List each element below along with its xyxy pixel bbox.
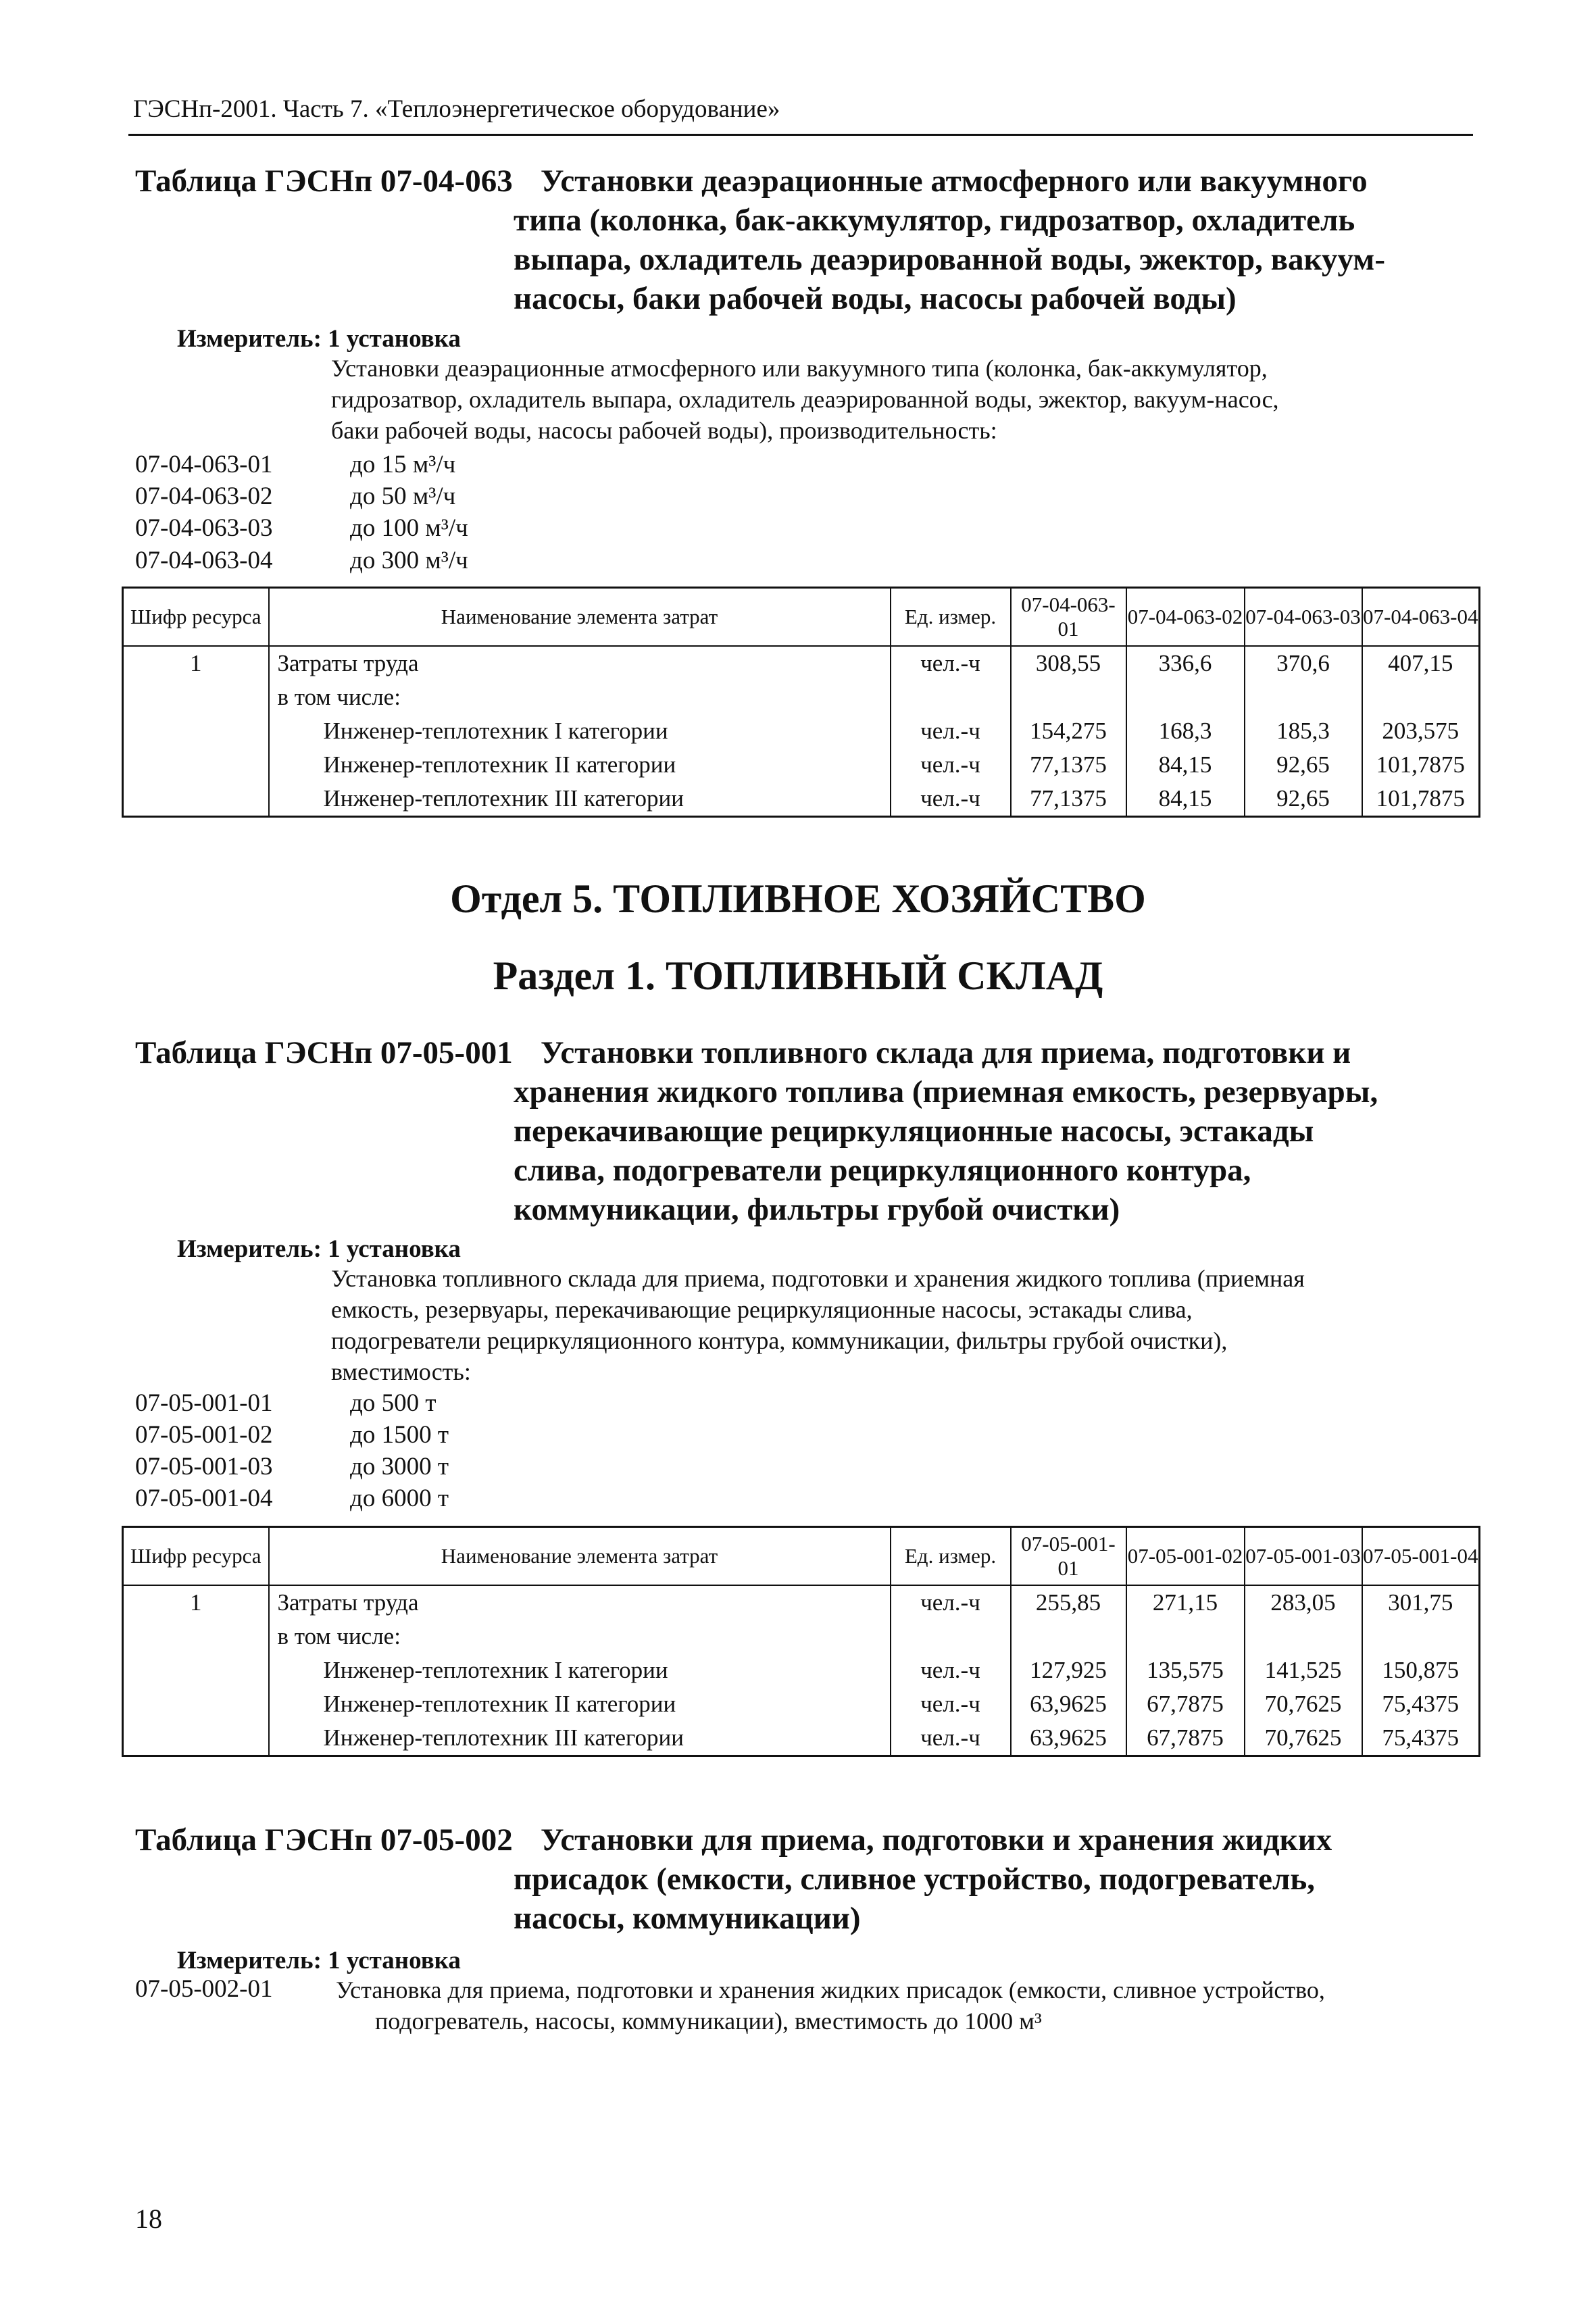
table-row xyxy=(123,714,1480,748)
cell-code xyxy=(123,714,269,748)
table-header-row xyxy=(123,1527,1480,1585)
cell-value: 203,575 xyxy=(1362,714,1480,748)
cell-value: 70,7625 xyxy=(1245,1721,1362,1756)
table-title-07-05-002 xyxy=(135,1821,1473,1943)
cell-value xyxy=(1245,1620,1362,1653)
norm-code: 07-05-001-02 xyxy=(135,1421,273,1449)
cell-value xyxy=(1011,680,1126,714)
description-line: Установки деаэрационные атмосферного или вакуумного типа (колонка, бак-аккумулятор, xyxy=(331,355,1268,382)
cell-value: 77,1375 xyxy=(1011,782,1126,817)
col-header-norm: 07-04-063-01 xyxy=(1011,588,1126,646)
description-line: подогреватели рециркуляционного контура, коммуникации, фильтры грубой очистки), xyxy=(331,1327,1228,1354)
table-title-line: выпара, охладитель деаэрированной воды, эжектор, вакуум- xyxy=(514,242,1385,277)
cell-value: 127,925 xyxy=(1011,1653,1126,1687)
table-header-row xyxy=(123,588,1480,646)
col-header-norm: 07-05-001-03 xyxy=(1245,1527,1362,1585)
cell-code xyxy=(123,680,269,714)
page-number: 18 xyxy=(135,2204,162,2234)
cell-value: 370,6 xyxy=(1245,646,1362,680)
norm-code: 07-05-001-01 xyxy=(135,1389,273,1417)
cell-value: 101,7875 xyxy=(1362,748,1480,782)
description-line: вместимость: xyxy=(331,1358,471,1385)
code-row xyxy=(135,1452,743,1483)
cell-name: в том числе: xyxy=(269,1620,891,1653)
description-line: подогреватель, насосы, коммуникации), вместимость до 1000 м³ xyxy=(375,2008,1042,2035)
table-row xyxy=(123,646,1480,680)
col-header-norm: 07-05-001-02 xyxy=(1126,1527,1245,1585)
col-header-norm: 07-05-001-01 xyxy=(1011,1527,1126,1585)
cell-value: 185,3 xyxy=(1245,714,1362,748)
norm-code: 07-05-001-03 xyxy=(135,1453,273,1480)
table-title-line: насосы, баки рабочей воды, насосы рабочей воды) xyxy=(514,281,1237,316)
cell-unit: чел.-ч xyxy=(891,1721,1011,1756)
measure-unit: Измеритель: 1 установка xyxy=(177,1235,461,1263)
table-label: Таблица ГЭСНп 07-05-002 xyxy=(135,1822,513,1858)
cell-value: 141,525 xyxy=(1245,1653,1362,1687)
cell-value: 84,15 xyxy=(1126,748,1245,782)
cell-value: 101,7875 xyxy=(1362,782,1480,817)
table-row xyxy=(123,1653,1480,1687)
cell-unit: чел.-ч xyxy=(891,1687,1011,1721)
norm-code: 07-04-063-02 xyxy=(135,482,273,510)
cell-value: 301,75 xyxy=(1362,1585,1480,1620)
cell-code xyxy=(123,1653,269,1687)
table-row xyxy=(123,1620,1480,1653)
cell-unit: чел.-ч xyxy=(891,646,1011,680)
table-label: Таблица ГЭСНп 07-05-001 xyxy=(135,1035,513,1070)
cell-value xyxy=(1011,1620,1126,1653)
table-title-line: присадок (емкости, сливное устройство, подогреватель, xyxy=(514,1862,1315,1897)
table-title-line: насосы, коммуникации) xyxy=(514,1901,861,1936)
cost-table-07-04-063 xyxy=(122,587,1480,818)
cell-value: 168,3 xyxy=(1126,714,1245,748)
cost-table-07-05-001 xyxy=(122,1526,1480,1757)
col-header-norm: 07-04-063-04 xyxy=(1362,588,1480,646)
col-header-name: Наименование элемента затрат xyxy=(269,1527,891,1585)
cell-code xyxy=(123,1620,269,1653)
code-row xyxy=(135,1484,743,1515)
running-header: ГЭСНп-2001. Часть 7. «Теплоэнергетическое оборудование» xyxy=(133,95,780,123)
cell-value: 407,15 xyxy=(1362,646,1480,680)
cell-value: 70,7625 xyxy=(1245,1687,1362,1721)
cell-value: 271,15 xyxy=(1126,1585,1245,1620)
cell-value: 135,575 xyxy=(1126,1653,1245,1687)
col-header-unit: Ед. измер. xyxy=(891,1527,1011,1585)
col-header-norm: 07-04-063-03 xyxy=(1245,588,1362,646)
cell-code xyxy=(123,748,269,782)
table-title-line: коммуникации, фильтры грубой очистки) xyxy=(514,1192,1120,1227)
col-header-name: Наименование элемента затрат xyxy=(269,588,891,646)
norm-value: до 1500 т xyxy=(350,1421,449,1449)
cell-value: 63,9625 xyxy=(1011,1687,1126,1721)
cell-value: 75,4375 xyxy=(1362,1687,1480,1721)
norm-value: до 3000 т xyxy=(350,1453,449,1480)
cell-unit: чел.-ч xyxy=(891,782,1011,817)
cell-value: 75,4375 xyxy=(1362,1721,1480,1756)
cell-value: 154,275 xyxy=(1011,714,1126,748)
cell-unit xyxy=(891,680,1011,714)
cell-unit: чел.-ч xyxy=(891,1585,1011,1620)
description-line: баки рабочей воды, насосы рабочей воды), производительность: xyxy=(331,417,997,444)
cell-value xyxy=(1362,680,1480,714)
norm-code: 07-04-063-03 xyxy=(135,514,273,542)
col-header-unit: Ед. измер. xyxy=(891,588,1011,646)
cell-unit xyxy=(891,1620,1011,1653)
cell-value: 84,15 xyxy=(1126,782,1245,817)
cell-value: 77,1375 xyxy=(1011,748,1126,782)
cell-value: 336,6 xyxy=(1126,646,1245,680)
cell-name: Инженер-теплотехник III категории xyxy=(269,1721,891,1756)
cell-code xyxy=(123,1721,269,1756)
cell-value: 63,9625 xyxy=(1011,1721,1126,1756)
table-row xyxy=(123,1687,1480,1721)
cell-name: Инженер-теплотехник II категории xyxy=(269,1687,891,1721)
cell-name: Инженер-теплотехник II категории xyxy=(269,748,891,782)
table-row xyxy=(123,680,1480,714)
description xyxy=(331,353,1279,446)
cell-value: 308,55 xyxy=(1011,646,1126,680)
table-title-line: типа (колонка, бак-аккумулятор, гидрозатвор, охладитель xyxy=(514,203,1355,238)
table-title-line: хранения жидкого топлива (приемная емкость, резервуары, xyxy=(514,1074,1378,1110)
norm-code: 07-04-063-04 xyxy=(135,547,273,574)
measure-unit: Измеритель: 1 установка xyxy=(177,1947,461,1974)
code-row xyxy=(135,1389,743,1420)
table-title-line: Установки для приема, подготовки и хранения жидких xyxy=(541,1822,1332,1858)
cell-value: 67,7875 xyxy=(1126,1687,1245,1721)
cell-code xyxy=(123,1687,269,1721)
table-row xyxy=(123,748,1480,782)
norm-value: до 6000 т xyxy=(350,1485,449,1512)
description-line: емкость, резервуары, перекачивающие рециркуляционные насосы, эстакады слива, xyxy=(331,1296,1193,1323)
code-row xyxy=(135,482,743,513)
table-row xyxy=(123,1585,1480,1620)
cell-name: Затраты труда xyxy=(269,646,891,680)
cell-code: 1 xyxy=(123,646,269,680)
cell-unit: чел.-ч xyxy=(891,1653,1011,1687)
table-title-line: слива, подогреватели рециркуляционного контура, xyxy=(514,1153,1251,1188)
norm-value: до 300 м³/ч xyxy=(350,547,468,574)
col-header-code: Шифр ресурса xyxy=(123,1527,269,1585)
cell-value: 283,05 xyxy=(1245,1585,1362,1620)
table-title-line: Установки топливного склада для приема, подготовки и xyxy=(541,1035,1351,1070)
cell-name: Инженер-теплотехник I категории xyxy=(269,1653,891,1687)
cell-value: 255,85 xyxy=(1011,1585,1126,1620)
table-title-07-05-001 xyxy=(135,1034,1473,1230)
table-title-line: Установки деаэрационные атмосферного или вакуумного xyxy=(541,164,1368,199)
description xyxy=(331,1263,1305,1387)
table-title-line: перекачивающие рециркуляционные насосы, эстакады xyxy=(514,1114,1314,1149)
norm-value: до 50 м³/ч xyxy=(350,482,456,510)
col-header-norm: 07-04-063-02 xyxy=(1126,588,1245,646)
description-line: гидрозатвор, охладитель выпара, охладитель деаэрированной воды, эжектор, вакуум-насос, xyxy=(331,386,1279,413)
header-rule xyxy=(128,134,1473,136)
norm-code: 07-05-001-04 xyxy=(135,1485,273,1512)
col-header-code: Шифр ресурса xyxy=(123,588,269,646)
section-heading: Отдел 5. ТОПЛИВНОЕ ХОЗЯЙСТВО xyxy=(450,876,1146,921)
table-row xyxy=(123,782,1480,817)
cell-name: Инженер-теплотехник III категории xyxy=(269,782,891,817)
norm-code: 07-04-063-01 xyxy=(135,451,273,478)
description-line: Установка для приема, подготовки и хранения жидких присадок (емкости, сливное устройство, xyxy=(336,1976,1325,2003)
code-row xyxy=(135,1420,743,1451)
cell-value: 92,65 xyxy=(1245,782,1362,817)
table-row xyxy=(123,1721,1480,1756)
code-row xyxy=(135,514,743,545)
description-line: Установка топливного склада для приема, подготовки и хранения жидкого топлива (приемная xyxy=(331,1265,1305,1292)
description xyxy=(336,1974,1325,2037)
cell-name: Затраты труда xyxy=(269,1585,891,1620)
code-row xyxy=(135,450,743,481)
cell-unit: чел.-ч xyxy=(891,748,1011,782)
cell-name: Инженер-теплотехник I категории xyxy=(269,714,891,748)
norm-value: до 100 м³/ч xyxy=(350,514,468,542)
cell-code xyxy=(123,782,269,817)
cell-value xyxy=(1126,1620,1245,1653)
cell-value: 92,65 xyxy=(1245,748,1362,782)
cell-value xyxy=(1245,680,1362,714)
cell-value xyxy=(1126,680,1245,714)
cell-value xyxy=(1362,1620,1480,1653)
measure-unit: Измеритель: 1 установка xyxy=(177,325,461,353)
cell-value: 67,7875 xyxy=(1126,1721,1245,1756)
cell-unit: чел.-ч xyxy=(891,714,1011,748)
code-row xyxy=(135,546,743,577)
cell-code: 1 xyxy=(123,1585,269,1620)
cell-name: в том числе: xyxy=(269,680,891,714)
cell-value: 150,875 xyxy=(1362,1653,1480,1687)
norm-value: до 500 т xyxy=(350,1389,437,1417)
subsection-heading: Раздел 1. ТОПЛИВНЫЙ СКЛАД xyxy=(493,953,1103,998)
norm-value: до 15 м³/ч xyxy=(350,451,456,478)
table-title-07-04-063 xyxy=(135,162,1473,318)
table-label: Таблица ГЭСНп 07-04-063 xyxy=(135,164,513,199)
norm-code: 07-05-002-01 xyxy=(135,1975,273,2003)
col-header-norm: 07-05-001-04 xyxy=(1362,1527,1480,1585)
